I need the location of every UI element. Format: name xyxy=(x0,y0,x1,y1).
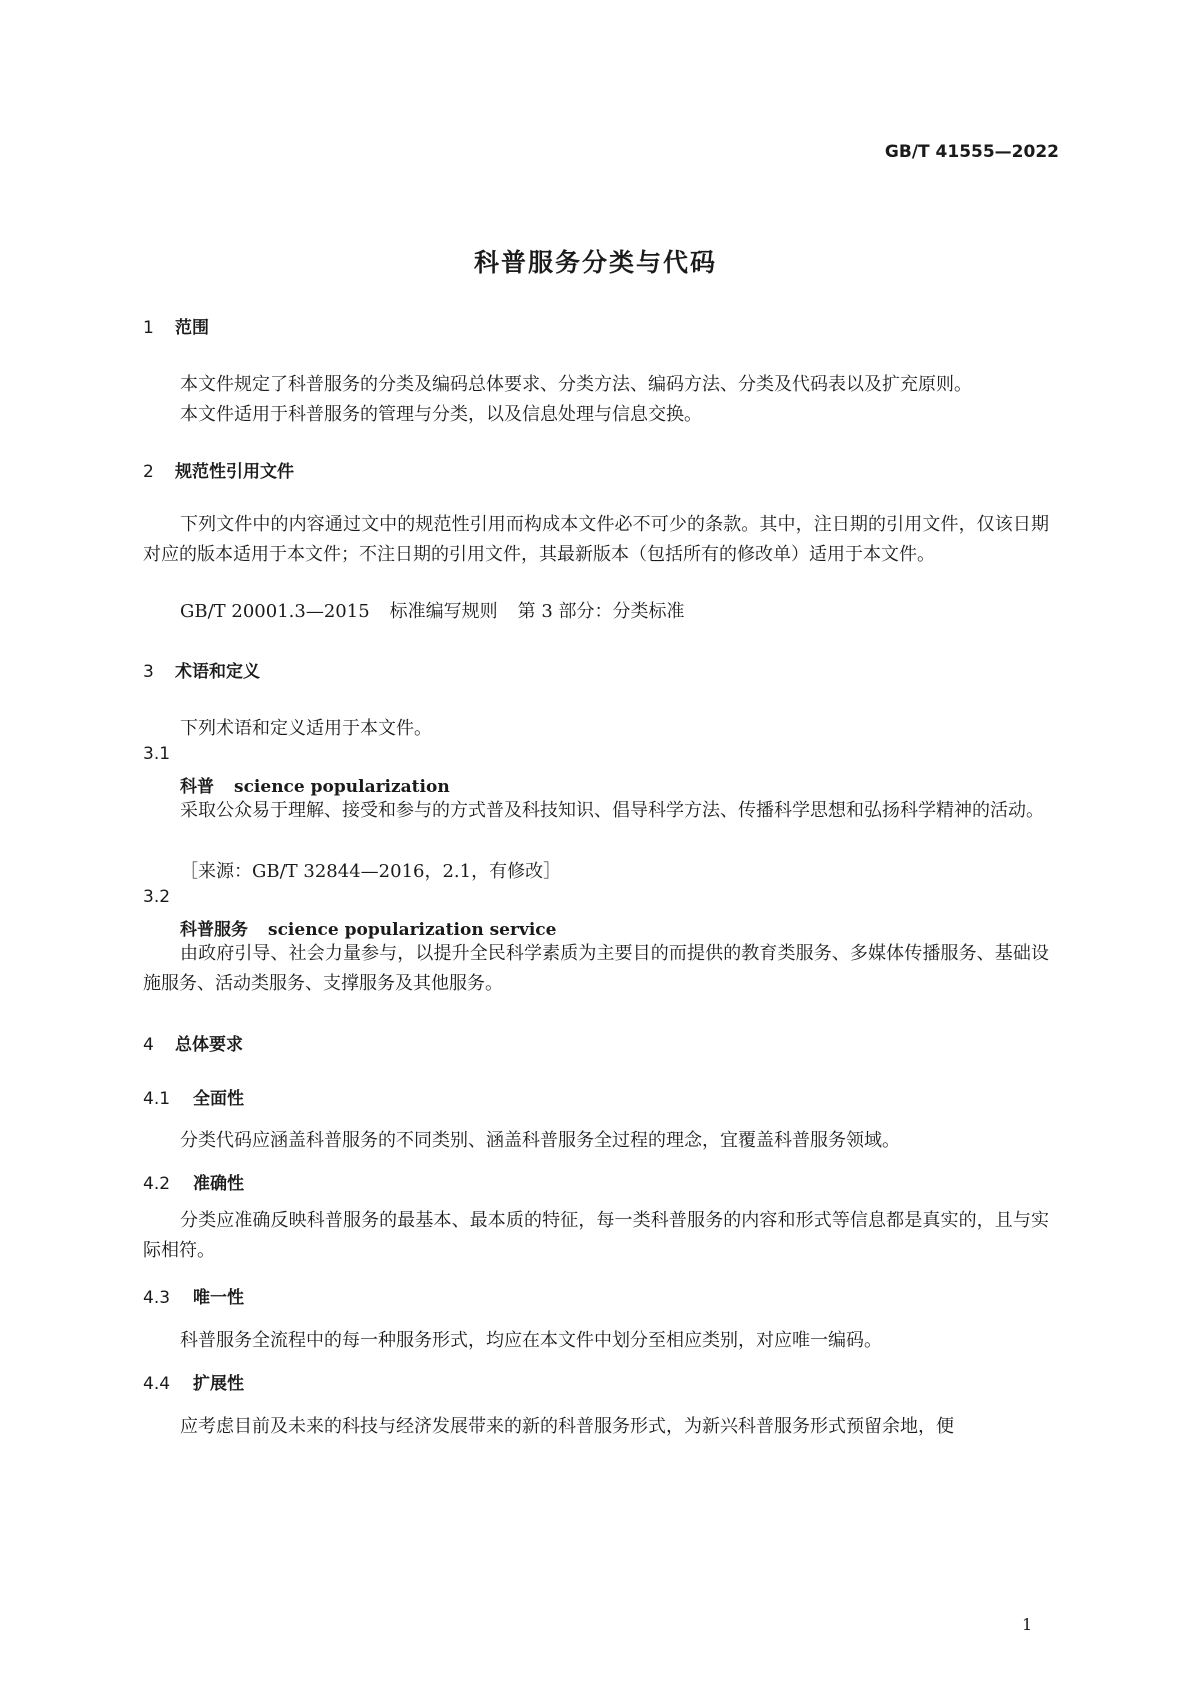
paragraph: 本文件适用于科普服务的管理与分类，以及信息处理与信息交换。 xyxy=(180,404,702,425)
reference-code: GB/T 20001.3—2015 xyxy=(180,601,370,622)
term-number: 3.1 xyxy=(143,744,171,764)
section-heading-1 xyxy=(143,313,209,338)
document-code: GB/T 41555—2022 xyxy=(884,142,1059,162)
normative-reference xyxy=(180,597,685,623)
subsection-number: 4.3 xyxy=(143,1288,171,1308)
term-english: science popularization service xyxy=(268,920,557,940)
subsection-number: 4.4 xyxy=(143,1374,171,1394)
section-title: 总体要求 xyxy=(175,1035,243,1055)
paragraph: 应考虑目前及未来的科技与经济发展带来的新的科普服务形式，为新兴科普服务形式预留余地，便 xyxy=(180,1416,954,1437)
section-title: 规范性引用文件 xyxy=(175,462,294,482)
paragraph: 分类应准确反映科普服务的最基本、最本质的特征，每一类科普服务的内容和形式等信息都是真实的，且与实际相符。 xyxy=(143,1210,1049,1261)
paragraph: 下列文件中的内容通过文中的规范性引用而构成本文件必不可少的条款。其中，注日期的引用文件，仅该日期对应的版本适用于本文件；不注日期的引用文件，其最新版本（包括所有的修改单）适用于本文件。 xyxy=(143,514,1049,565)
term-entry xyxy=(180,915,556,940)
section-title: 范围 xyxy=(175,318,209,338)
section-title: 术语和定义 xyxy=(175,662,260,682)
subsection-number: 4.2 xyxy=(143,1174,171,1194)
reference-part: 第 3 部分：分类标准 xyxy=(517,601,685,622)
term-source: ［来源：GB/T 32844—2016，2.1，有修改］ xyxy=(180,861,562,882)
section-heading-3 xyxy=(143,657,260,682)
subsection-heading xyxy=(143,1369,244,1394)
term-chinese: 科普服务 xyxy=(180,920,248,940)
subsection-title: 全面性 xyxy=(193,1089,244,1109)
subsection-heading xyxy=(143,1084,244,1109)
term-english: science popularization xyxy=(234,777,450,797)
subsection-number: 4.1 xyxy=(143,1089,171,1109)
subsection-title: 准确性 xyxy=(193,1174,244,1194)
reference-title: 标准编写规则 xyxy=(389,601,498,622)
paragraph: 分类代码应涵盖科普服务的不同类别、涵盖科普服务全过程的理念，宜覆盖科普服务领域。 xyxy=(180,1130,900,1151)
subsection-heading xyxy=(143,1169,244,1194)
subsection-heading xyxy=(143,1283,244,1308)
paragraph: 科普服务全流程中的每一种服务形式，均应在本文件中划分至相应类别，对应唯一编码。 xyxy=(180,1330,882,1351)
term-definition: 由政府引导、社会力量参与，以提升全民科学素质为主要目的而提供的教育类服务、多媒体传播服务、基础设施服务、活动类服务、支撑服务及其他服务。 xyxy=(143,943,1049,994)
section-number: 4 xyxy=(143,1035,154,1055)
section-number: 2 xyxy=(143,462,154,482)
term-number: 3.2 xyxy=(143,887,171,907)
page-number: 1 xyxy=(1022,1615,1033,1634)
term-chinese: 科普 xyxy=(180,777,214,797)
paragraph: 下列术语和定义适用于本文件。 xyxy=(180,718,432,739)
page-title: 科普服务分类与代码 xyxy=(473,248,717,277)
paragraph: 本文件规定了科普服务的分类及编码总体要求、分类方法、编码方法、分类及代码表以及扩充原则。 xyxy=(180,374,972,395)
term-definition: 采取公众易于理解、接受和参与的方式普及科技知识、倡导科学方法、传播科学思想和弘扬科学精神的活动。 xyxy=(180,800,1044,821)
subsection-title: 唯一性 xyxy=(193,1288,244,1308)
section-heading-4 xyxy=(143,1030,243,1055)
section-number: 3 xyxy=(143,662,154,682)
subsection-title: 扩展性 xyxy=(193,1374,244,1394)
section-number: 1 xyxy=(143,318,154,338)
term-entry xyxy=(180,772,450,797)
section-heading-2 xyxy=(143,457,294,482)
